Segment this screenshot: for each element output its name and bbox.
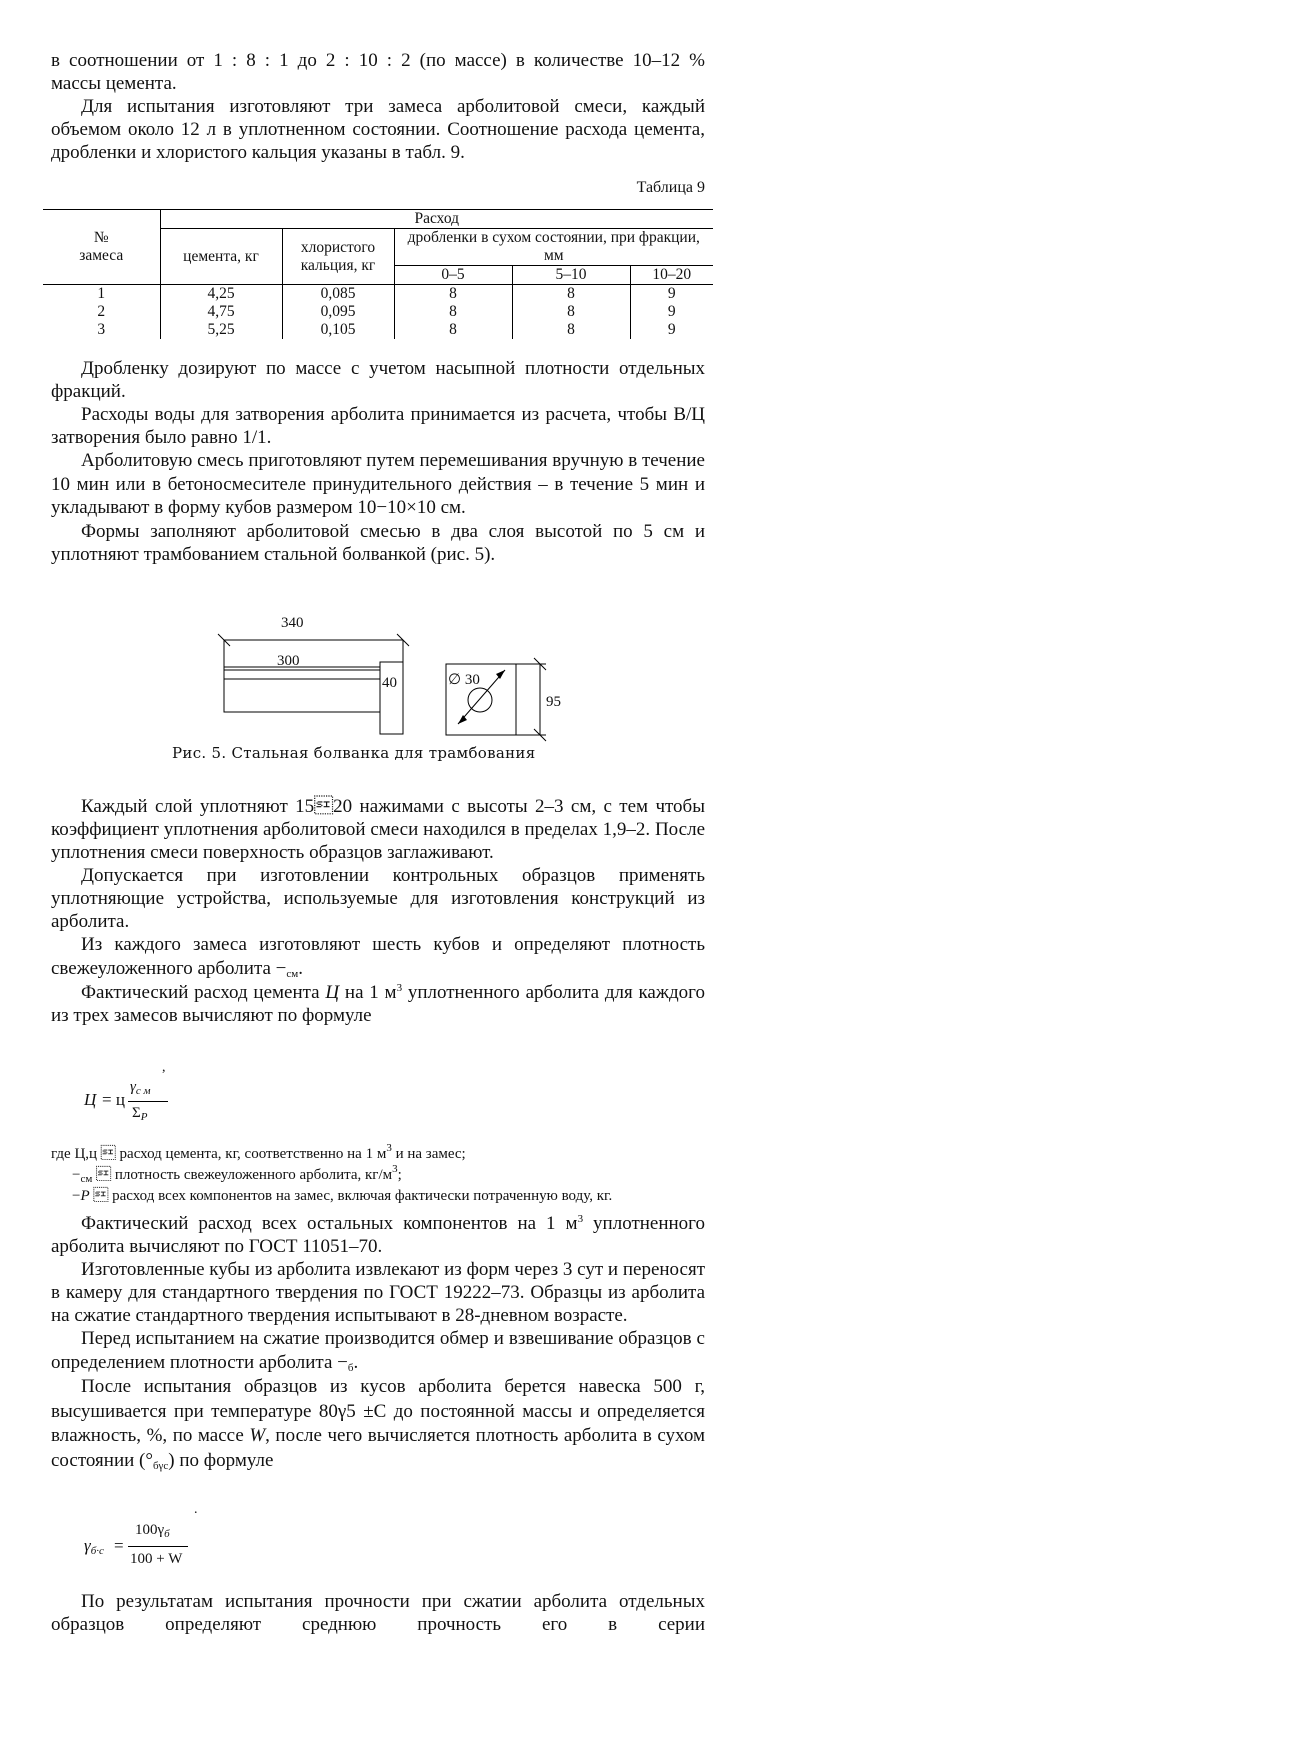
paragraph: По результатам испытания прочности при сжатии арболита отдельных образцов определяют среднюю прочность его в серии: [51, 1591, 705, 1635]
paragraph: [51, 981, 705, 1027]
subscript: см: [80, 1173, 93, 1185]
table-cell: 3: [97, 321, 106, 338]
text-run: на 1 м: [339, 982, 397, 1003]
text-run:  расход всех компонентов на замес, включая фактически потраченную воду, кг.: [89, 1188, 613, 1204]
paragraph: в соотношении от 1 : 8 : 1 до 2 : 10 : 2 (по массе) в количестве 10–12 %: [51, 50, 705, 71]
formula-denominator: 100 + W: [130, 1551, 183, 1567]
table-cell: 2: [97, 303, 106, 320]
formula-cement-consumption: [84, 1060, 204, 1128]
table-cell: 9: [630, 303, 713, 321]
subscript: P: [140, 1111, 148, 1123]
text-run: ;: [397, 1167, 402, 1183]
text-run: и на замес;: [391, 1146, 466, 1162]
subscript: б: [347, 1362, 354, 1374]
header-batch-number: № замеса: [43, 210, 160, 285]
paragraph: Формы заполняют арболитовой смесью в два слоя высотой по 5 см и уплотняют трамбованием стальной болванкой (рис. 5).: [51, 520, 705, 565]
formula-dry-density: [84, 1502, 224, 1582]
table-cell: 8: [512, 303, 630, 321]
table-row: [43, 321, 713, 339]
symbol-p: Р: [80, 1188, 90, 1204]
intro-block: [51, 49, 705, 164]
tamper-handle-bottom: [224, 679, 380, 712]
tamper-head: [380, 662, 403, 734]
paragraph: Допускается при изготовлении контрольных образцов применять уплотняющие устройства, используемые для изготовления конструкций из арболита.: [51, 865, 705, 932]
text-run: .: [298, 958, 303, 979]
table-cell: 0,085: [282, 285, 394, 304]
superscript: 3: [577, 1213, 584, 1225]
table-cell: 1: [97, 285, 106, 302]
table-cell: 5,25: [160, 321, 282, 339]
table-cell: 0,095: [282, 303, 394, 321]
legend-line: [51, 1165, 705, 1186]
text-run: После испытания образцов из кусов арболита берется навеска 500 г, высушивается при температуре 80γ5 ±С до постоянной массы и определяется влажность, %, по массе: [51, 1376, 705, 1446]
body-block-3: [51, 1212, 705, 1473]
table-caption: Таблица 9: [636, 179, 705, 196]
subscript: см: [286, 968, 299, 980]
paragraph: [51, 933, 705, 981]
body-block-2: [51, 795, 705, 1027]
text-run: Из каждого замеса изготовляют шесть кубов и определяют плотность свежеуложенного арболита −: [51, 934, 705, 979]
text-run: −: [72, 1188, 81, 1204]
paragraph: Дробленку дозируют по массе с учетом насыпной плотности отдельных фракций.: [51, 358, 705, 402]
table-caption-block: [51, 176, 705, 199]
paragraph: Каждый слой уплотняют 1520 нажимами с высоты 2–3 см, с тем чтобы коэффициент уплотнения арболитовой смеси находился в пределах 1,9–2. После уплотнения смеси поверхность образцов заглаживают.: [51, 796, 705, 863]
paragraph: Для испытания изготовляют три замеса арболитовой смеси, каждый объемом около 12 л в уплотненном состоянии. Соотношение расхода цемента, дробленки и хлористого кальция указаны в табл. 9.: [51, 96, 705, 163]
table-cell: 4,25: [160, 285, 282, 304]
legend-line: [51, 1144, 705, 1165]
table-cell: 9: [630, 321, 713, 339]
text-run: Фактический расход всех остальных компонентов на 1 м: [81, 1213, 578, 1234]
subscript: б: [164, 1528, 170, 1540]
table-cell: 9: [630, 285, 713, 304]
text-run: , после чего вычисляется плотность арболита в сухом состоянии (°: [51, 1425, 705, 1471]
figure-caption: Рис. 5. Стальная болванка для трамбования: [172, 744, 536, 762]
text-run: уплотненного арболита для каждого из трех замесов вычисляют по формуле: [51, 982, 705, 1026]
table-cell: 8: [512, 321, 630, 339]
dim-label-300: 300: [277, 653, 300, 669]
fraction-bar: [128, 1101, 168, 1102]
header-calcium-chloride: хлористого кальция, кг: [282, 229, 394, 285]
arrow-head: [458, 715, 467, 724]
paragraph: [51, 1375, 705, 1473]
header-fraction: 0–5: [394, 266, 512, 285]
dim-label-diameter: ∅ 30: [448, 672, 480, 688]
superscript: 3: [386, 1142, 392, 1154]
legend-line: [51, 1186, 705, 1207]
table-cell: 8: [394, 285, 512, 304]
formula-denominator: [132, 1105, 147, 1122]
superscript: 3: [396, 982, 403, 994]
formula-eq: = ц: [102, 1090, 125, 1109]
dim-label-340: 340: [281, 615, 304, 631]
formula-gamma: γ: [130, 1079, 136, 1095]
fraction-bar: [128, 1546, 188, 1547]
text-run: −: [72, 1167, 81, 1183]
dim-label-95: 95: [546, 694, 561, 710]
table-row: [43, 303, 713, 321]
text-run: .: [353, 1352, 359, 1373]
symbol-w: W: [249, 1425, 266, 1446]
header-cement: цемента, кг: [160, 229, 282, 285]
superscript: 3: [392, 1163, 398, 1175]
formula-lhs: [84, 1536, 104, 1556]
formula-sigma: Σ: [132, 1105, 141, 1121]
dim-label-40: 40: [382, 675, 397, 691]
paragraph: массы цемента.: [51, 73, 177, 94]
formula-numerator: [135, 1522, 170, 1539]
table-row: [43, 285, 713, 304]
formula-gamma: γ: [84, 1536, 91, 1555]
text-run: Перед испытанием на сжатие производится обмер и взвешивание образцов с определением плотности арболита −: [51, 1328, 705, 1373]
paragraph: [51, 1327, 705, 1375]
text-run: ) по формуле: [168, 1449, 274, 1471]
table-cell: 8: [512, 285, 630, 304]
text-run:  плотность свежеуложенного арболита, кг/м: [92, 1167, 393, 1183]
paragraph: Арболитовую смесь приготовляют путем перемешивания вручную в течение 10 мин или в бетоносмесителе принудительного действия – в течение 5 мин и укладывают в форму кубов размером 10−10×10 см.: [51, 450, 705, 518]
paragraph: Расходы воды для затворения арболита принимается из расчета, чтобы В/Ц затворения было равно 1/1.: [51, 404, 705, 448]
subscript: б·с: [90, 1545, 104, 1557]
formula-num-text: 100γ: [135, 1522, 165, 1538]
arrow-head: [496, 670, 505, 679]
formula-eq: =: [114, 1536, 124, 1555]
symbol-cement: Ц: [325, 982, 340, 1003]
header-fraction: 5–10: [512, 266, 630, 285]
text-run: уплотненного арболита вычисляют по ГОСТ 11051–70.: [51, 1213, 705, 1257]
formula-numerator: [130, 1079, 151, 1096]
body-block-1: [51, 357, 705, 566]
table-cell: 8: [394, 303, 512, 321]
paragraph: [51, 1212, 705, 1258]
formula-legend: [51, 1144, 705, 1207]
table-cell: 0,105: [282, 321, 394, 339]
table-9: [43, 209, 713, 339]
header-fraction: 10–20: [630, 266, 713, 285]
text-run: где Ц,ц  расход цемента, кг, соответственно на 1 м: [51, 1146, 387, 1162]
subscript: бγс: [152, 1459, 169, 1472]
tamper-handle-top: [224, 667, 380, 679]
header-crushed-wood: дробленки в сухом состоянии, при фракции, мм: [394, 229, 713, 266]
formula-lhs: Ц: [84, 1090, 97, 1109]
table-cell: 4,75: [160, 303, 282, 321]
table-cell: 8: [394, 321, 512, 339]
subscript: с м: [135, 1085, 151, 1097]
paragraph: Изготовленные кубы из арболита извлекают из форм через 3 сут и переносят в камеру для стандартного твердения по ГОСТ 19222–73. Образцы из арболита на сжатие стандартного твердения испытывают в 28-дневном возрасте.: [51, 1259, 705, 1326]
formula-dot: .: [194, 1502, 198, 1517]
text-run: Фактический расход цемента: [81, 982, 326, 1003]
formula-comma: ,: [162, 1060, 166, 1075]
header-consumption: Расход: [160, 210, 713, 229]
body-block-4: [51, 1590, 705, 1636]
